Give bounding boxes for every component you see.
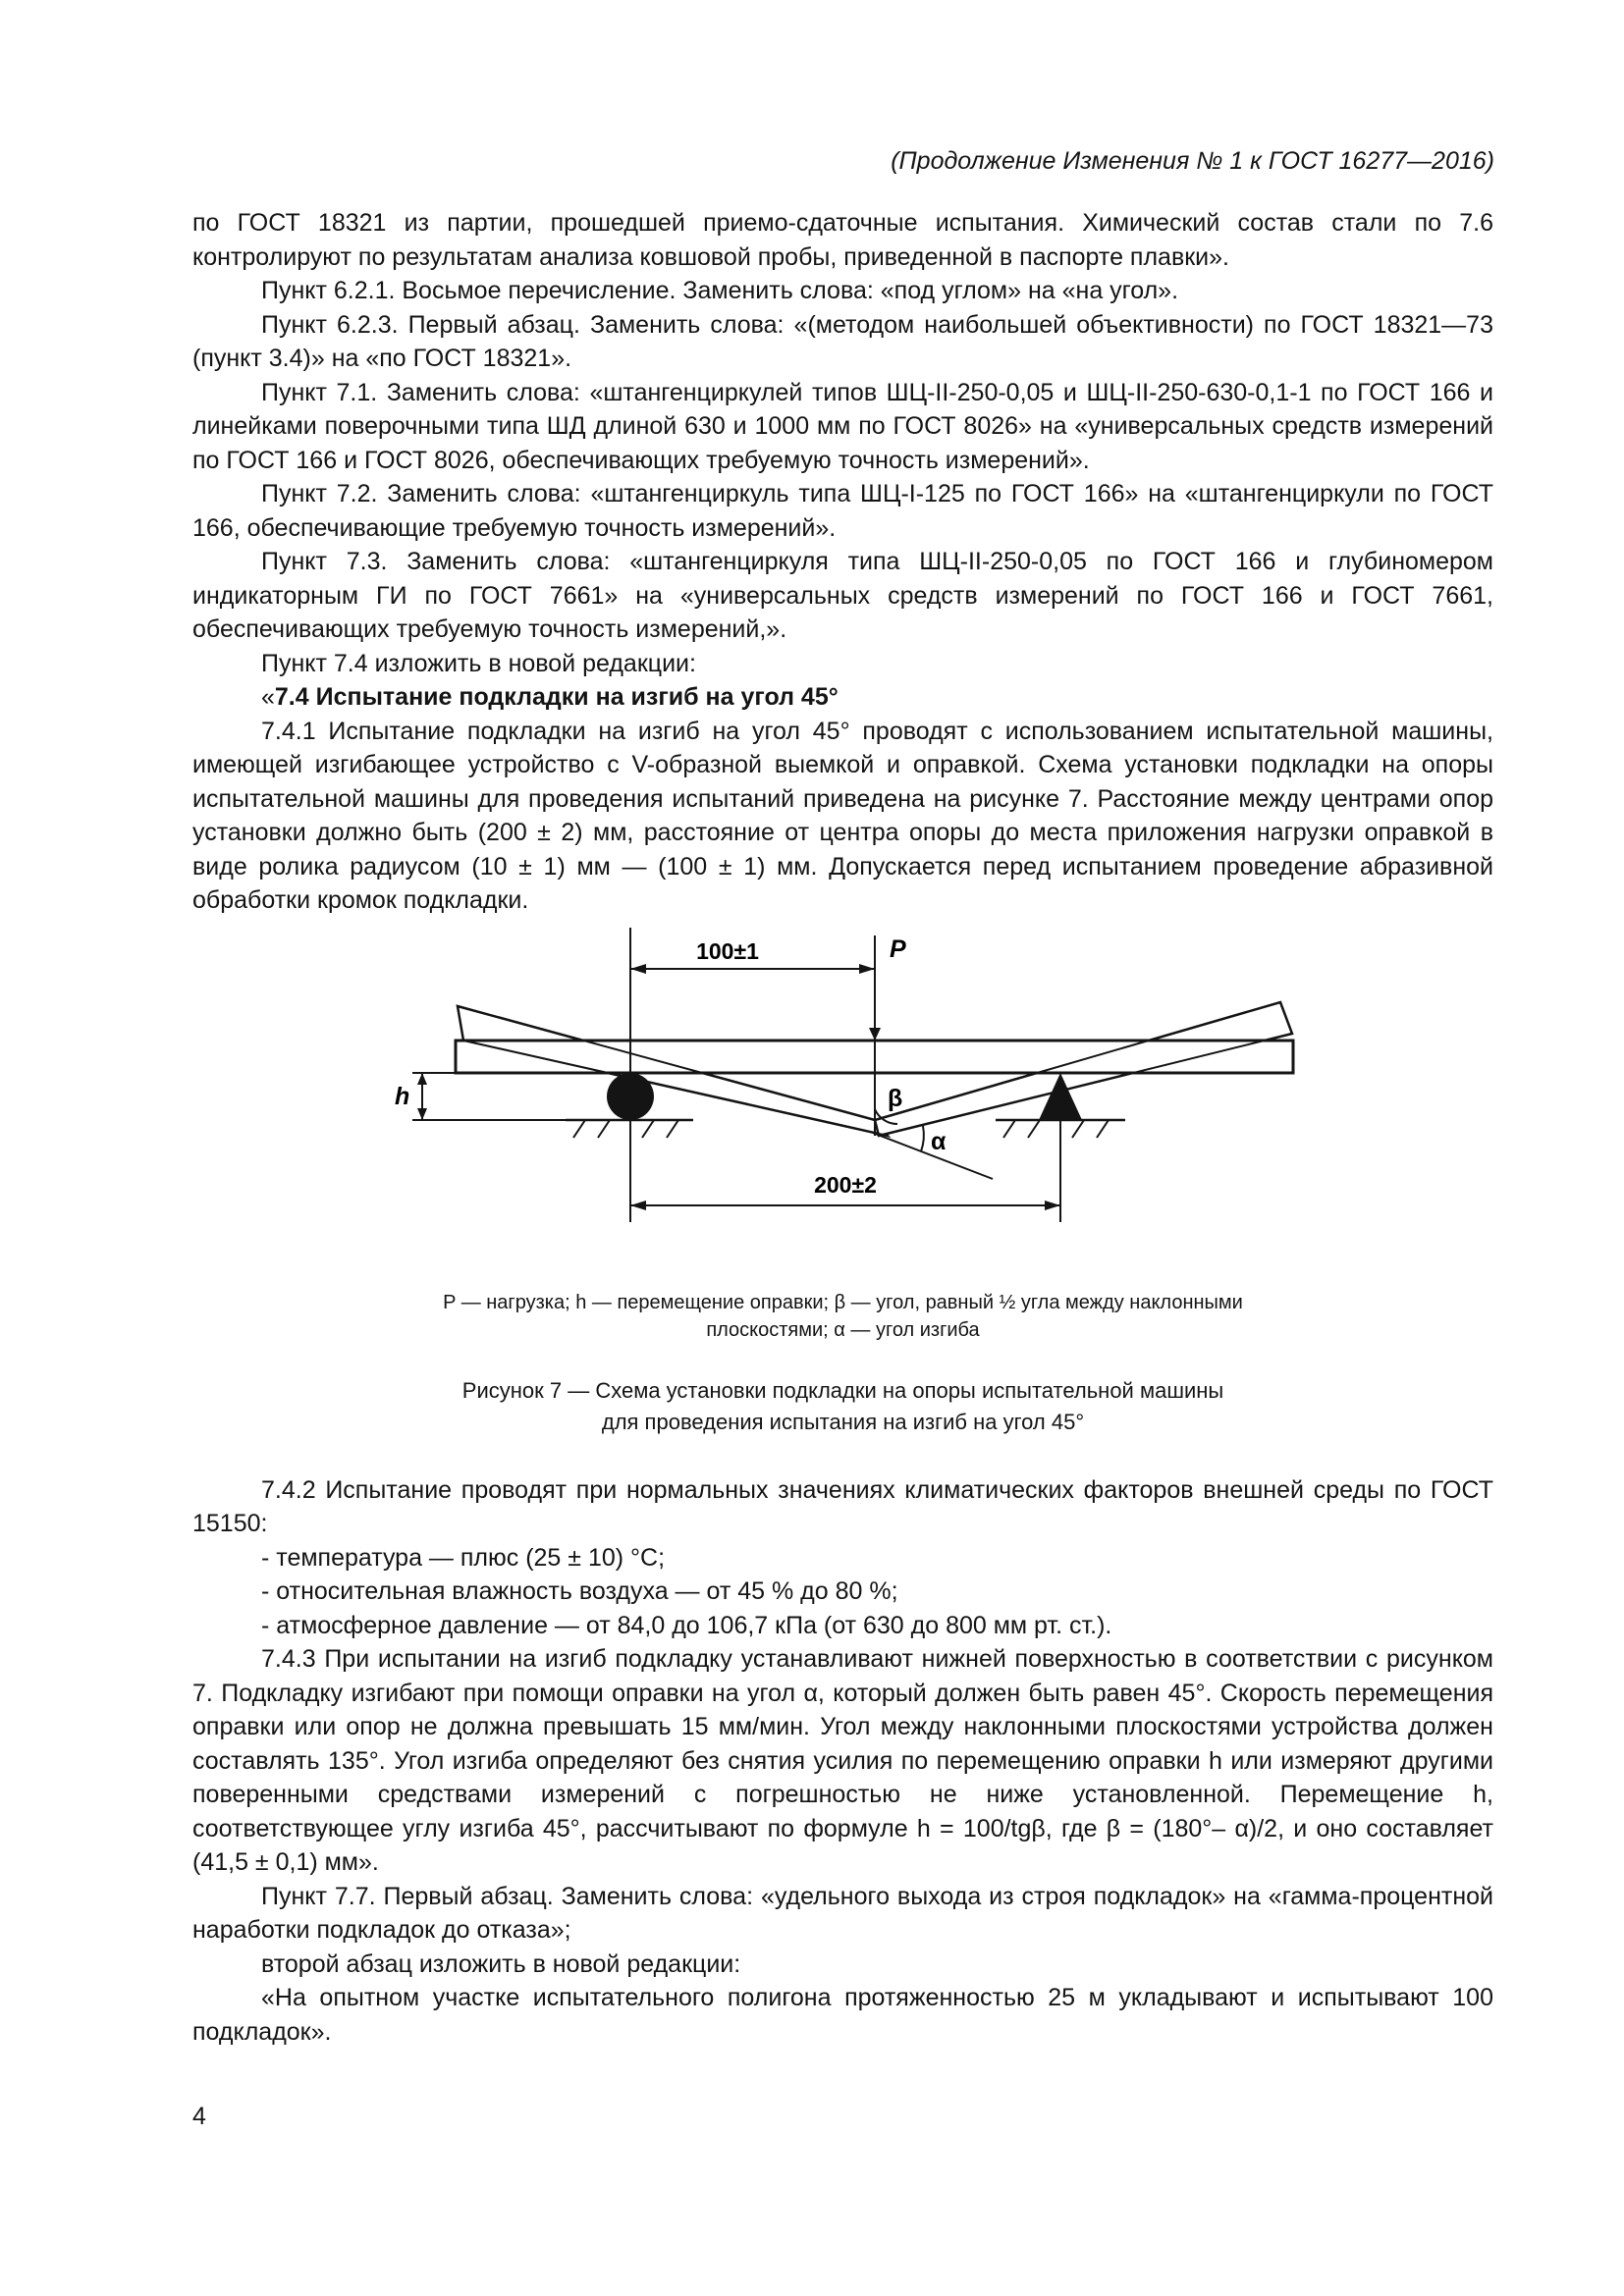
paragraph-quote-100: «На опытном участке испытательного полигона протяженностью 25 м укладывают и испытывают 100 подкладок». <box>192 1984 1493 2046</box>
caption-line-2: для проведения испытания на изгиб на угол 45° <box>601 1409 1085 1434</box>
bend-test-diagram <box>192 918 1493 1281</box>
right-ground-hatch <box>1003 1120 1109 1138</box>
legend-line-1: P — нагрузка; h — перемещение оправки; β — угол, равный ½ угла между наклонными <box>443 1291 1243 1313</box>
paragraph-6-2-1: Пункт 6.2.1. Восьмое перечисление. Заменить слова: «под углом» на «на угол». <box>261 277 1179 304</box>
caption-line-1: Рисунок 7 — Схема установки подкладки на опоры испытательной машины <box>461 1377 1224 1403</box>
left-ground-hatch <box>573 1120 678 1138</box>
figure-7 <box>192 918 1493 1473</box>
paragraph-7-4-2: 7.4.2 Испытание проводят при нормальных значениях климатических факторов внешней среды по ГОСТ 15150: <box>192 1475 1493 1537</box>
dim-arrow-icon <box>417 1108 427 1120</box>
figure-legend <box>192 1289 1493 1344</box>
section-quote-mark: « <box>261 683 275 711</box>
paragraph-7-4-intro: Пункт 7.4 изложить в новой редакции: <box>261 649 696 677</box>
label-displacement-h: h <box>395 1082 410 1110</box>
label-load-p: P <box>890 934 906 963</box>
dim-arrow-icon <box>859 964 875 974</box>
legend-line-2: плоскостями; α — угол изгиба <box>706 1318 980 1341</box>
list-item-pressure: - атмосферное давление — от 84,0 до 106,7 кПа (от 630 до 800 мм рт. ст.). <box>261 1611 1112 1639</box>
paragraph-7-4-1: 7.4.1 Испытание подкладки на изгиб на угол 45° проводят с использованием испытательной машины, имеющей изгибающее устройство с V-образной выемкой и оправкой. Схема установки подкладки на опоры испытательной машины для проведения испытаний приведена на рисунке 7. Расстояние между центрами опор установки должно быть (200 ± 2) мм, расстояние от центра опоры до места приложения нагрузки оправкой в виде ролика радиусом (10 ± 1) мм — (100 ± 1) мм. Допускается перед испытанием проведение абразивной обработки кромок подкладки. <box>192 717 1493 914</box>
roller-support-icon <box>607 1073 654 1120</box>
paragraph-7-1: Пункт 7.1. Заменить слова: «штангенциркулей типов ШЦ-II-250-0,05 и ШЦ-II-250-630-0,1-1 по ГОСТ 166 и линейками поверочными типа ШД длиной 630 и 1000 мм по ГОСТ 8026» на «универсальных средств измерений по ГОСТ 166 и ГОСТ 8026, обеспечивающих требуемую точность измерений». <box>192 378 1493 474</box>
page-header: (Продолжение Изменения № 1 к ГОСТ 16277—2016) <box>891 147 1494 175</box>
list-item-temperature: - температура — плюс (25 ± 10) °С; <box>261 1543 666 1572</box>
load-arrow-icon <box>869 1028 881 1041</box>
paragraph-second-abzac: второй абзац изложить в новой редакции: <box>261 1949 741 1978</box>
body-text <box>192 206 1493 2049</box>
paragraph-7-4-3: 7.4.3 При испытании на изгиб подкладку устанавливают нижней поверхностью в соответствии с рисунком 7. Подкладку изгибают при помощи оправки на угол α, который должен быть равен 45°. Скорость перемещения оправки или опор не должна превышать 15 мм/мин. Угол между наклонными плоскостями устройства должен составлять 135°. Угол изгиба определяют без снятия усилия по перемещению оправки h или измеряют другими поверенными средствами измерений с погрешностью не ниже установленной. Перемещение h, соответствующее углу изгиба 45°, рассчитывают по формуле h = 100/tgβ, где β = (180°– α)/2, и оно составляет (41,5 ± 0,1) мм». <box>192 1645 1493 1876</box>
paragraph-7-7: Пункт 7.7. Первый абзац. Заменить слова: «удельного выхода из строя подкладок» на «гамма-процентной наработки подкладок до отказа»; <box>192 1882 1493 1944</box>
paragraph-7-2: Пункт 7.2. Заменить слова: «штангенциркуль типа ШЦ-I-125 по ГОСТ 166» на «штангенциркули по ГОСТ 166, обеспечивающие требуемую точность измерений». <box>192 480 1493 542</box>
dim-label-bottom: 200±2 <box>814 1171 877 1198</box>
label-beta: β <box>888 1084 903 1112</box>
alpha-arc <box>921 1126 924 1151</box>
figure-caption <box>192 1375 1493 1438</box>
dim-arrow-icon <box>1045 1201 1060 1210</box>
paragraph-6-2-3: Пункт 6.2.3. Первый абзац. Заменить слова: «(методом наибольшей объективности) по ГОСТ 18321—73 (пункт 3.4)» на «по ГОСТ 18321». <box>192 310 1493 372</box>
paragraph-continuation: по ГОСТ 18321 из партии, прошедшей приемо-сдаточные испытания. Химический состав стали по 7.6 контролируют по результатам анализа ковшовой пробы, приведенной в паспорте плавки». <box>192 209 1493 271</box>
paragraph-7-3: Пункт 7.3. Заменить слова: «штангенциркуля типа ШЦ-II-250-0,05 по ГОСТ 166 и глубиномером индикаторным ГИ по ГОСТ 7661» на «универсальных средств измерений по ГОСТ 166 и ГОСТ 7661, обеспечивающих требуемую точность измерений,». <box>192 548 1493 643</box>
dim-arrow-icon <box>630 1201 646 1210</box>
label-alpha: α <box>931 1127 947 1155</box>
dim-arrow-icon <box>630 964 646 974</box>
dim-arrow-icon <box>417 1073 427 1085</box>
section-title: 7.4 Испытание подкладки на изгиб на угол 45° <box>274 683 839 711</box>
section-heading-7-4 <box>192 680 1493 715</box>
page-number: 4 <box>192 2103 206 2130</box>
dim-label-top: 100±1 <box>696 937 759 964</box>
list-item-humidity: - относительная влажность воздуха — от 45 % до 80 %; <box>261 1577 898 1605</box>
